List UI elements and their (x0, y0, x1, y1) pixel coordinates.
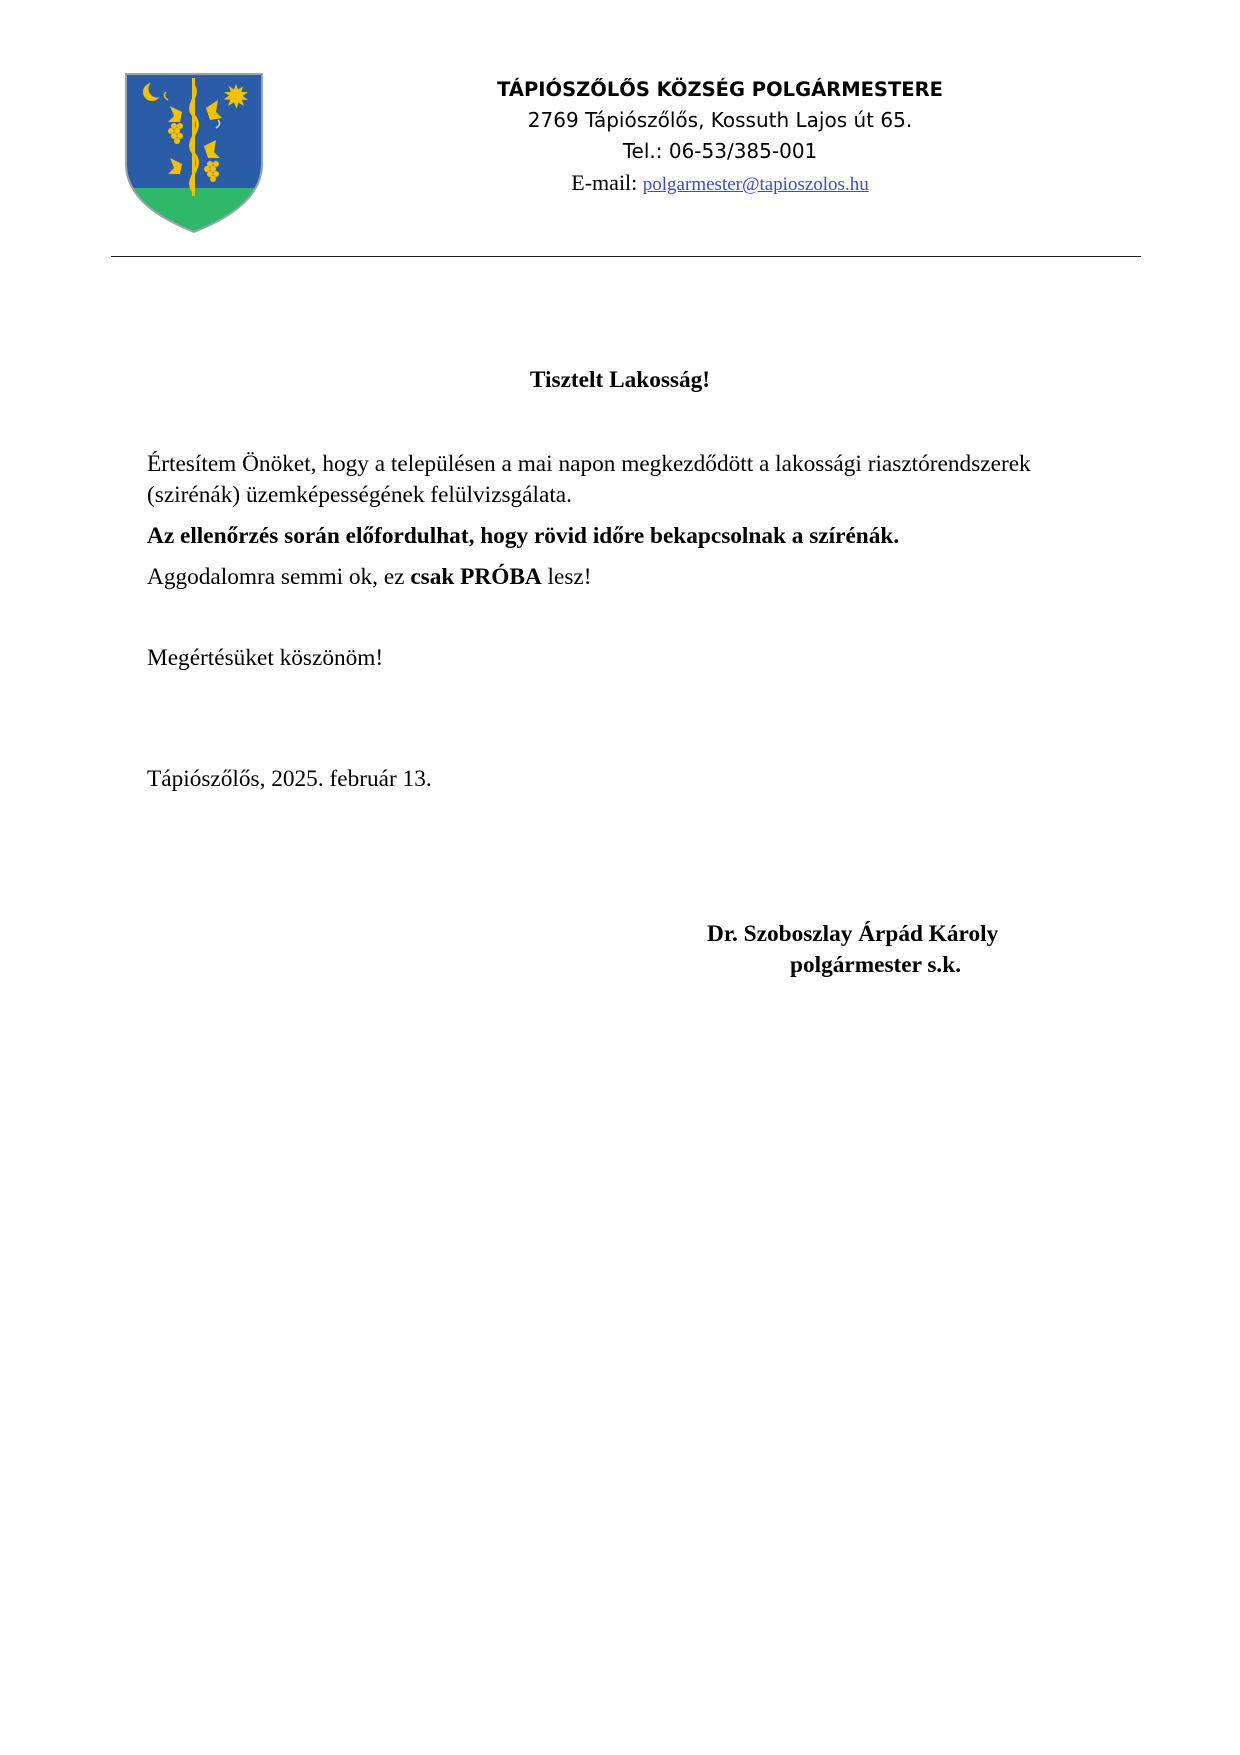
coat-of-arms-icon (124, 72, 264, 234)
paragraph-line-2: (szirénák) üzemképességének felülvizsgálata. (147, 482, 572, 508)
email-label: E-mail: (571, 170, 643, 195)
letterhead (440, 74, 1000, 200)
signature-title: polgármester s.k. (790, 952, 962, 978)
letterhead-title: TÁPIÓSZŐLŐS KÖZSÉG POLGÁRMESTERE (497, 78, 943, 101)
letterhead-phone: Tel.: 06-53/385-001 (622, 139, 818, 163)
thanks-text: Megértésüket köszönöm! (147, 645, 384, 671)
reassure-end: lesz! (541, 564, 592, 590)
reassure-line (147, 564, 592, 591)
signature-block (707, 919, 1067, 981)
letterhead-address: 2769 Tápiószőlős, Kossuth Lajos út 65. (527, 108, 913, 132)
letter-greeting: Tisztelt Lakosság! (529, 367, 711, 393)
email-link[interactable]: polgarmester@tapioszolos.hu (642, 174, 869, 195)
place-date: Tápiószőlős, 2025. február 13. (147, 766, 432, 792)
paragraph-line-1: Értesítem Önöket, hogy a településen a mai napon megkezdődött a lakossági riasztórendszerek (147, 451, 1031, 477)
warning-text: Az ellenőrzés során előfordulhat, hogy rövid időre bekapcsolnak a szírénák. (147, 523, 900, 549)
signature-name: Dr. Szoboszlay Árpád Károly (707, 921, 999, 947)
header-divider (111, 256, 1141, 257)
letterhead-email-line (440, 167, 1000, 200)
reassure-bold: csak PRÓBA (410, 564, 542, 590)
reassure-start: Aggodalomra semmi ok, ez (147, 564, 411, 590)
